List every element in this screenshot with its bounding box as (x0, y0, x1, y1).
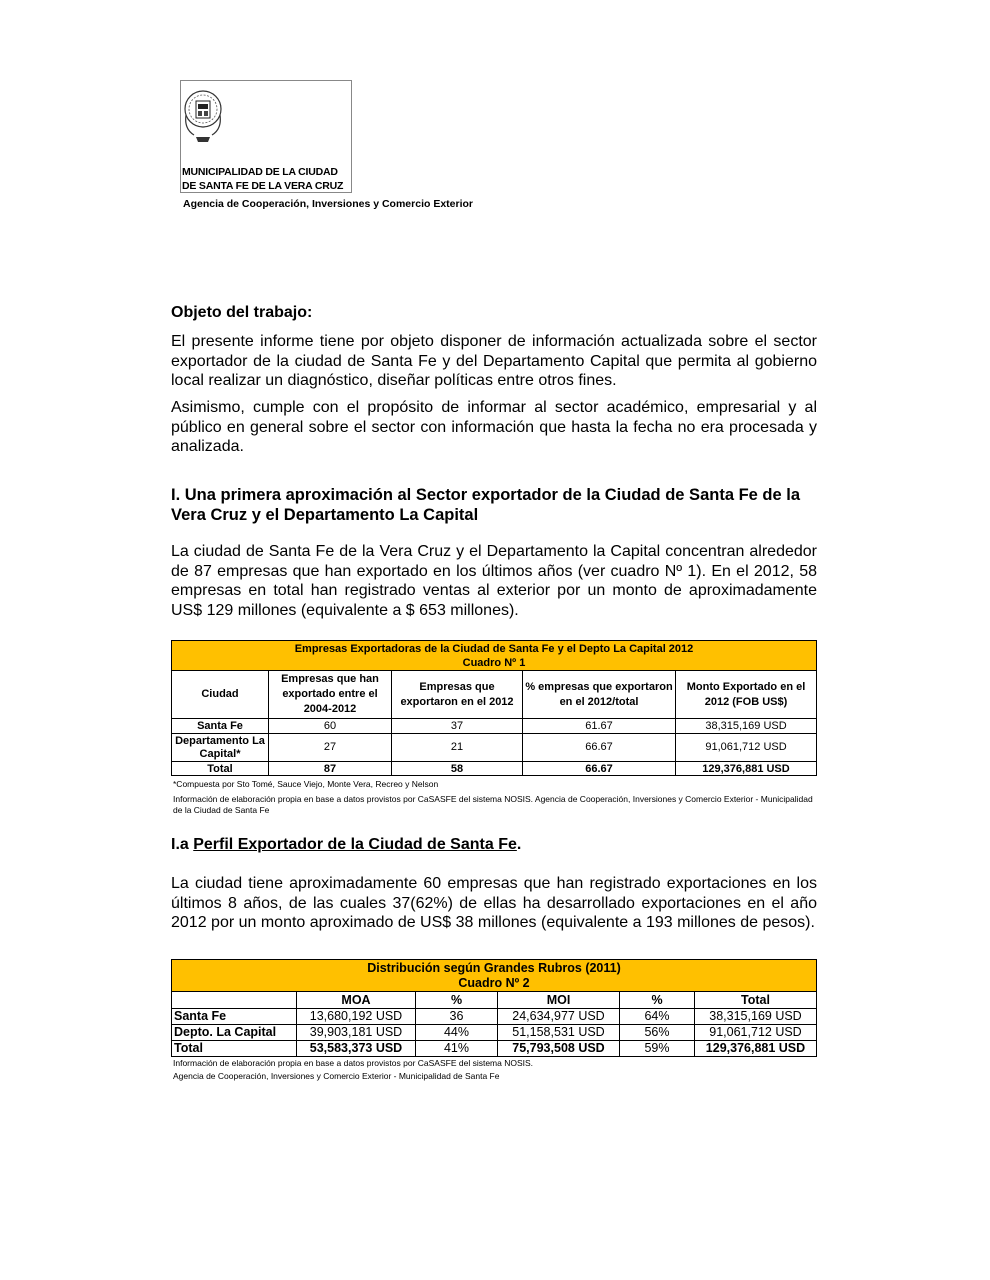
table-cuadro-1 (171, 640, 817, 776)
table-cell: 58 (392, 762, 523, 776)
section-1-heading: I. Una primera aproximación al Sector exportador de la Ciudad de Santa Fe de la Vera Cruz y el Departamento La Capital (171, 486, 801, 524)
table-2-header: Total (695, 992, 817, 1009)
table-cell: 129,376,881 USD (676, 762, 817, 776)
objeto-paragraph-1: El presente informe tiene por objeto disponer de información actualizada sobre el sector exportador de la ciudad de Santa Fe y del Departamento Capital que permita al gobierno local realizar un diagnóstico, diseñar políticas entre otros fines. (171, 333, 817, 389)
table-1-title-line-1: Empresas Exportadoras de la Ciudad de Santa Fe y el Depto La Capital 2012 (294, 642, 694, 655)
table-row-total (172, 1041, 817, 1057)
table-cell: Total (172, 762, 269, 776)
table-1-header: Empresas que han exportado entre el 2004-2012 (269, 671, 392, 719)
logo-line-2: DE SANTA FE DE LA VERA CRUZ (182, 180, 344, 192)
table-cell: 37 (392, 719, 523, 734)
table-row (172, 1025, 817, 1041)
table-cell: 66.67 (523, 762, 676, 776)
table-cell: 87 (269, 762, 392, 776)
table-cell: 64% (620, 1009, 695, 1025)
table-cell: Santa Fe (172, 1009, 297, 1025)
table-1-footnote: *Compuesta por Sto Tomé, Sauce Viejo, Monte Vera, Recreo y Nelson (173, 779, 439, 789)
section-1a-suffix: . (516, 836, 522, 853)
logo-text (182, 165, 343, 193)
table-1-header: Empresas que exportaron en el 2012 (392, 671, 523, 719)
table-cell: Departamento La Capital* (172, 734, 269, 762)
table-row (172, 719, 817, 734)
agency-name: Agencia de Cooperación, Inversiones y Comercio Exterior (183, 198, 474, 210)
table-cell: 27 (269, 734, 392, 762)
table-cell: Total (172, 1041, 297, 1057)
table-cell: 13,680,192 USD (297, 1009, 416, 1025)
table-2-title-line-1: Distribución según Grandes Rubros (2011) (367, 960, 621, 975)
table-2-title (172, 960, 817, 992)
municipality-logo (180, 80, 352, 193)
section-1a-prefix: I.a (171, 836, 194, 853)
objeto-heading: Objeto del trabajo: (171, 304, 313, 321)
table-1-title-line-2: Cuadro Nº 1 (462, 656, 526, 669)
table-cell: 59% (620, 1041, 695, 1057)
section-1a-heading (171, 835, 821, 855)
table-cell: 129,376,881 USD (695, 1041, 817, 1057)
table-2-header: MOI (498, 992, 620, 1009)
table-cell: 36 (416, 1009, 498, 1025)
table-cell: 24,634,977 USD (498, 1009, 620, 1025)
logo-line-1: MUNICIPALIDAD DE LA CIUDAD (182, 166, 338, 178)
municipal-seal-icon (182, 85, 224, 145)
table-cell: 91,061,712 USD (695, 1025, 817, 1041)
table-cell: Santa Fe (172, 719, 269, 734)
table-row (172, 1009, 817, 1025)
table-cell: Depto. La Capital (172, 1025, 297, 1041)
table-1-title (172, 641, 817, 671)
table-1-source: Información de elaboración propia en base a datos provistos por CaSASFE del sistema NOSIS. Agencia de Cooperación, Inversiones y Comercio Exterior - Municipalidad de la Ciudad de Santa Fe (173, 794, 813, 815)
table-2-source-line-2: Agencia de Cooperación, Inversiones y Comercio Exterior - Municipalidad de Santa Fe (173, 1071, 500, 1081)
table-row-total (172, 762, 817, 776)
table-cell: 38,315,169 USD (695, 1009, 817, 1025)
table-cell: 56% (620, 1025, 695, 1041)
table-cell: 66.67 (523, 734, 676, 762)
table-cell: 41% (416, 1041, 498, 1057)
table-2-source-line-1: Información de elaboración propia en base a datos provistos por CaSASFE del sistema NOSIS. (173, 1058, 534, 1068)
table-cell: 53,583,373 USD (297, 1041, 416, 1057)
table-2-header: % (416, 992, 498, 1009)
section-1-paragraph: La ciudad de Santa Fe de la Vera Cruz y el Departamento la Capital concentran alrededor de 87 empresas que han exportado en los últimos años (ver cuadro Nº 1). En el 2012, 58 empresas en total han registrado ventas al exterior por un monto de aproximadamente US$ 129 millones (equivalente a $ 653 millones). (171, 543, 817, 619)
section-1a-title: Perfil Exportador de la Ciudad de Santa Fe (193, 836, 517, 853)
table-cell: 38,315,169 USD (676, 719, 817, 734)
table-1-header: % empresas que exportaron en el 2012/total (523, 671, 676, 719)
section-1a-paragraph: La ciudad tiene aproximadamente 60 empresas que han registrado exportaciones en los últimos 8 años, de las cuales 37(62%) de ellas ha desarrollado exportaciones en el año 2012 por un monto aproximado de US$ 38 millones (equivalente a 193 millones de pesos). (171, 875, 817, 931)
table-cell: 75,793,508 USD (498, 1041, 620, 1057)
table-cell: 44% (416, 1025, 498, 1041)
table-cell: 21 (392, 734, 523, 762)
objeto-paragraph-2: Asimismo, cumple con el propósito de informar al sector académico, empresarial y al público en general sobre el sector con información que hasta la fecha no era procesada y analizada. (171, 399, 817, 455)
table-row (172, 734, 817, 762)
table-2-title-line-2: Cuadro Nº 2 (458, 975, 530, 990)
table-1-header: Monto Exportado en el 2012 (FOB US$) (676, 671, 817, 719)
table-cell: 91,061,712 USD (676, 734, 817, 762)
table-2-header (172, 992, 297, 1009)
table-cuadro-2 (171, 959, 817, 1057)
table-cell: 39,903,181 USD (297, 1025, 416, 1041)
table-cell: 51,158,531 USD (498, 1025, 620, 1041)
table-1-header: Ciudad (172, 671, 269, 719)
table-2-header: % (620, 992, 695, 1009)
table-cell: 61.67 (523, 719, 676, 734)
table-2-header: MOA (297, 992, 416, 1009)
table-cell: 60 (269, 719, 392, 734)
